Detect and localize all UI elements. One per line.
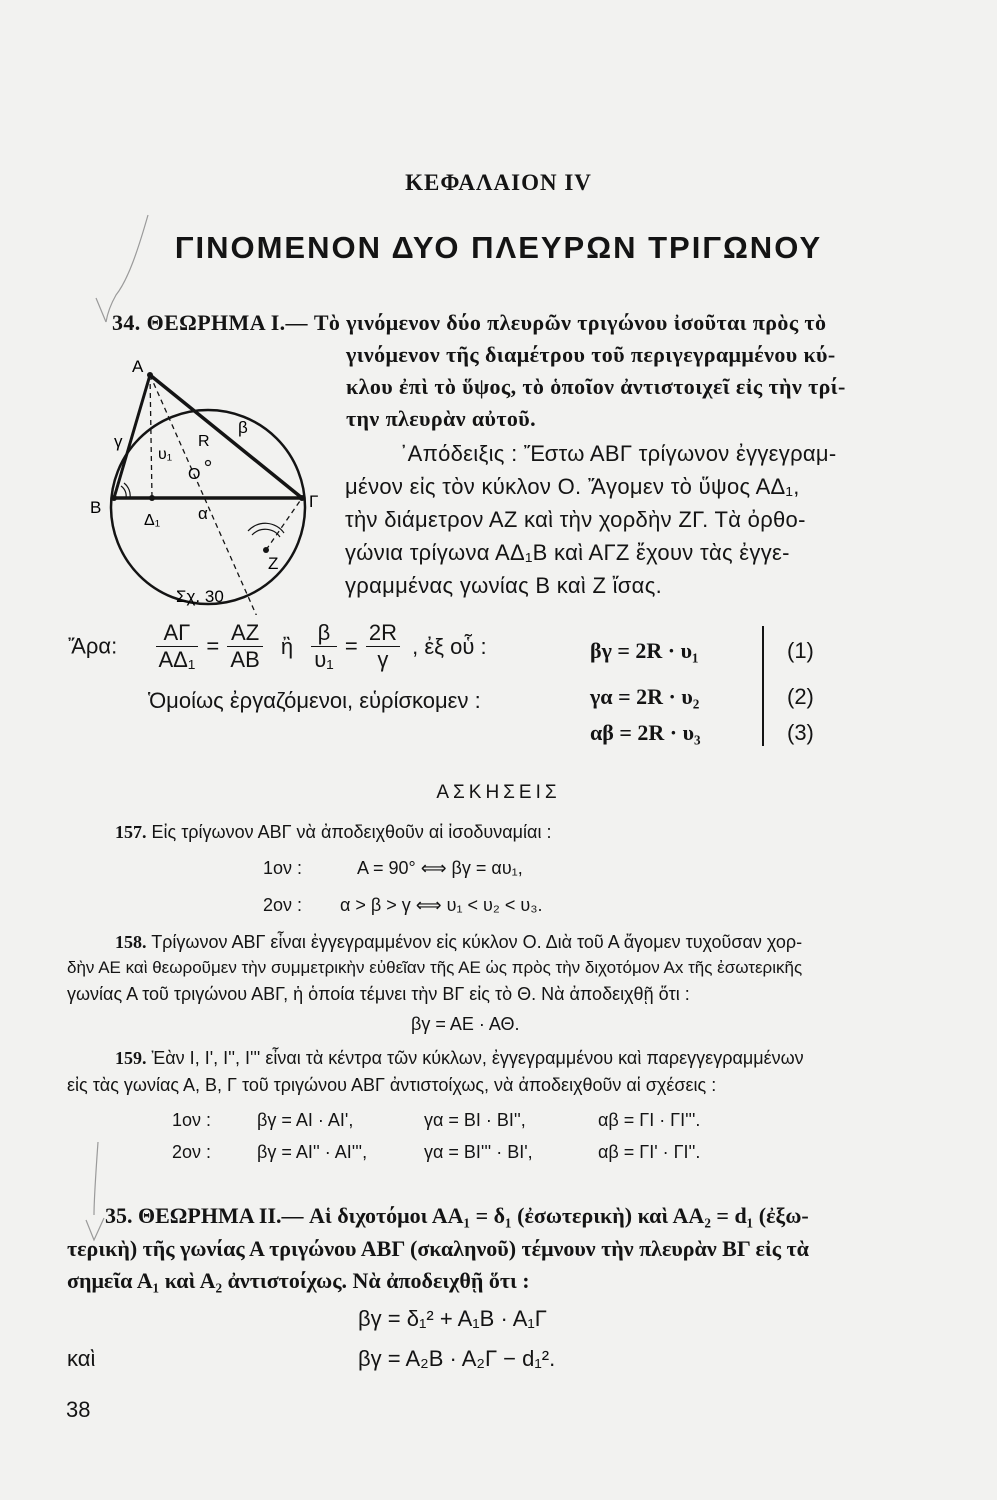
numerator: 2R [366,620,400,647]
denominator: ΑΔ₁ [158,647,196,672]
ara-line: Ἄρα: $\frac{A\Gamma}{\text{ΑΔ₁}}$ = $\frac{AZ}{AB}$ ἢ $\frac{\beta}{\text{υ₁}}$ = $\frac{2R}{\gamma}$ , ἐξ οὗ : [68,620,487,672]
exercise-text: γωνίας Α τοῦ τριγώνου ΑΒΓ, ἡ ὁποία τέμνει τὴν ΒΓ εἰς τὸ Θ. Νὰ ἀποδειχθῇ ὅτι : [67,984,690,1004]
label-u1: υ₁ [158,446,173,463]
exercise-158 [115,932,802,953]
proof-line: τὴν διάμετρον ΑΖ καὶ τὴν χορδὴν ΖΓ. Τὰ ὀρθο- [345,507,806,532]
figure-30 [80,355,360,615]
relation-eq: βγ = ΑΙ · ΑΙ', [257,1110,354,1130]
label-B: Β [90,498,102,517]
theorem-2-eq: βγ = Α₂Β · Α₂Γ − d₁². [358,1346,556,1371]
exercise-number: 157. [115,822,147,842]
exercise-text: Ἐὰν Ι, Ι', Ι'', Ι''' εἶναι τὰ κέντρα τῶν κύκλων, ἐγγεγραμμένου καὶ παρεγγεγραμμένων [151,1048,804,1068]
theorem-2-line: τερικὴ) τῆς γωνίας Α τριγώνου ΑΒΓ (σκαληνοῦ) τέμνουν τὴν πλευρὰν ΒΓ εἰς τὰ [67,1236,809,1261]
relation-eq: γα = ΒΙ · ΒΙ'', [424,1110,526,1130]
page-title: ΓΙΝΟΜΕΝΟΝ ΔΥΟ ΠΛΕΥΡΩΝ ΤΡΙΓΩΝΟΥ [174,230,823,265]
point-A [147,372,153,378]
point-D1 [149,495,155,501]
page-number: 38 [66,1397,91,1422]
angle-B-arc [121,486,126,498]
exercise-text: Τρίγωνον ΑΒΓ εἶναι ἐγγεγραμμένον εἰς κύκλον Ο. Διὰ τοῦ Α ἄγομεν τυχοῦσαν χορ- [151,932,803,952]
label-Z: Ζ [268,554,279,573]
theorem-1-line: 34. ΘΕΩΡΗΜΑ I.— Τὸ γινόμενον δύο πλευρῶν τριγώνου ἰσοῦται πρὸς τὸ [112,310,827,335]
exercise-number: 159. [115,1048,147,1068]
label-A: Α [132,357,144,376]
point-O [206,461,211,466]
ara-label: Ἄρα: [68,633,118,659]
label-beta: β [238,418,248,437]
exercise-text: δὴν ΑΕ καὶ θεωροῦμεν τὴν συμμετρικὴν εὐθεῖαν τῆς ΑΕ ὡς πρὸς τὴν διχοτόμον Αx τῆς ἐσωτερικῆς [67,958,803,977]
side-AG [150,375,302,498]
numerator: ΑΖ [227,620,262,647]
point-B [111,495,117,501]
equation-tag: (3) [787,720,814,745]
label-O: Ο [188,466,201,483]
label-G: Γ [309,492,319,511]
fraction [311,620,336,673]
or-word: ἢ [280,633,294,659]
fraction [366,620,400,673]
denominator: γ [377,647,389,672]
relation-eq: αβ = ΓΙ' · ΓΙ''. [598,1142,701,1162]
eks-text: , ἐξ οὗ : [412,633,487,659]
exercise-number: 158. [115,932,147,952]
result-eq: βγ = 2R · υ₁ [590,638,699,663]
point-G [299,495,305,501]
figure-caption: Σχ. 30 [176,587,224,606]
theorem-2-line: σημεῖα Α₁ καὶ Α₂ ἀντιστοίχως. Νὰ ἀποδειχθῇ ὅτι : [67,1268,530,1293]
altitude [150,375,152,498]
proof-line: γώνια τρίγωνα ΑΔ₁Β καὶ ΑΓΖ ἔχουν τὰς ἐγγε- [345,540,790,565]
point-Z [263,547,269,553]
relation-label: 2ον : [172,1142,212,1162]
exercise-159 [115,1048,804,1069]
theorem-2-eq: βγ = δ₁² + Α₁Β · Α₁Γ [358,1306,547,1331]
proof-line: γραμμένας γωνίας Β καὶ Ζ ἴσας. [345,573,663,598]
relation-eq: γα = ΒΙ''' · ΒΙ', [424,1142,533,1162]
exercises-heading: ΑΣΚΗΣΕΙΣ [436,782,561,803]
condition-label: 1ον : [263,858,303,878]
fraction [227,620,262,673]
chapter-heading: ΚΕΦΑΛΑΙΟΝ IV [405,170,592,195]
pencil-mark [80,1140,120,1250]
and-word: καὶ [67,1346,96,1371]
angle-Z-arc [252,529,280,537]
denominator: ΑΒ [230,647,260,672]
denominator: υ₁ [314,647,334,672]
fraction [156,620,199,673]
label-gamma: γ [114,432,123,451]
numerator: ΑΓ [156,620,199,647]
label-D1: Δ₁ [144,512,161,529]
condition-eq: Α = 90° ⟺ βγ = αυ₁, [357,858,523,878]
result-eq: αβ = 2R · υ₃ [590,720,701,745]
relation-eq: αβ = ΓΙ · ΓΙ'''. [598,1110,701,1130]
condition-label: 2ον : [263,895,303,915]
relation-label: 1ον : [172,1110,212,1130]
equation-tag: (2) [787,684,814,709]
exercise-eq: βγ = ΑΕ · ΑΘ. [411,1014,520,1034]
numerator: β [311,620,336,647]
proof-line: μένον εἰς τὸν κύκλον Ο. Ἄγομεν τὸ ὕψος ΑΔ₁, [345,474,800,499]
exercise-text: Εἰς τρίγωνον ΑΒΓ νὰ ἀποδειχθοῦν αἱ ἰσοδυναμίαι : [151,822,552,842]
vertical-rule [762,626,764,746]
proof-line: ᾿Απόδειξις : Ἔστω ΑΒΓ τρίγωνον ἐγγεγραμ- [400,441,837,466]
relation-eq: βγ = ΑΙ'' · ΑΙ''', [257,1142,368,1162]
similarly-text: Ὁμοίως ἐργαζόμενοι, εὑρίσκομεν : [148,688,481,713]
theorem-1-line: κλου ἐπὶ τὸ ὕψος, τὸ ὁποῖον ἀντιστοιχεῖ εἰς τὴν τρί- [346,374,846,399]
equation-tag: (1) [787,638,814,663]
theorem-1-line: γινόμενον τῆς διαμέτρου τοῦ περιγεγραμμένου κύ- [346,342,836,367]
exercise-text: εἰς τὰς γωνίας Α, Β, Γ τοῦ τριγώνου ΑΒΓ ἀντιστοίχως, νὰ ἀποδειχθοῦν αἱ σχέσεις : [67,1075,717,1095]
label-alpha: α [198,504,208,523]
label-R: R [198,433,210,450]
theorem-1-line: την πλευρὰν αὐτοῦ. [346,406,536,431]
result-eq: γα = 2R · υ₂ [590,684,700,709]
exercise-157 [115,822,551,843]
theorem-2-line: 35. ΘΕΩΡΗΜΑ II.— Αἱ διχοτόμοι ΑΑ₁ = δ₁ (ἐσωτερικὴ) καὶ ΑΑ₂ = d₁ (ἐξω- [105,1203,809,1228]
condition-eq: α > β > γ ⟺ υ₁ < υ₂ < υ₃. [340,895,543,915]
